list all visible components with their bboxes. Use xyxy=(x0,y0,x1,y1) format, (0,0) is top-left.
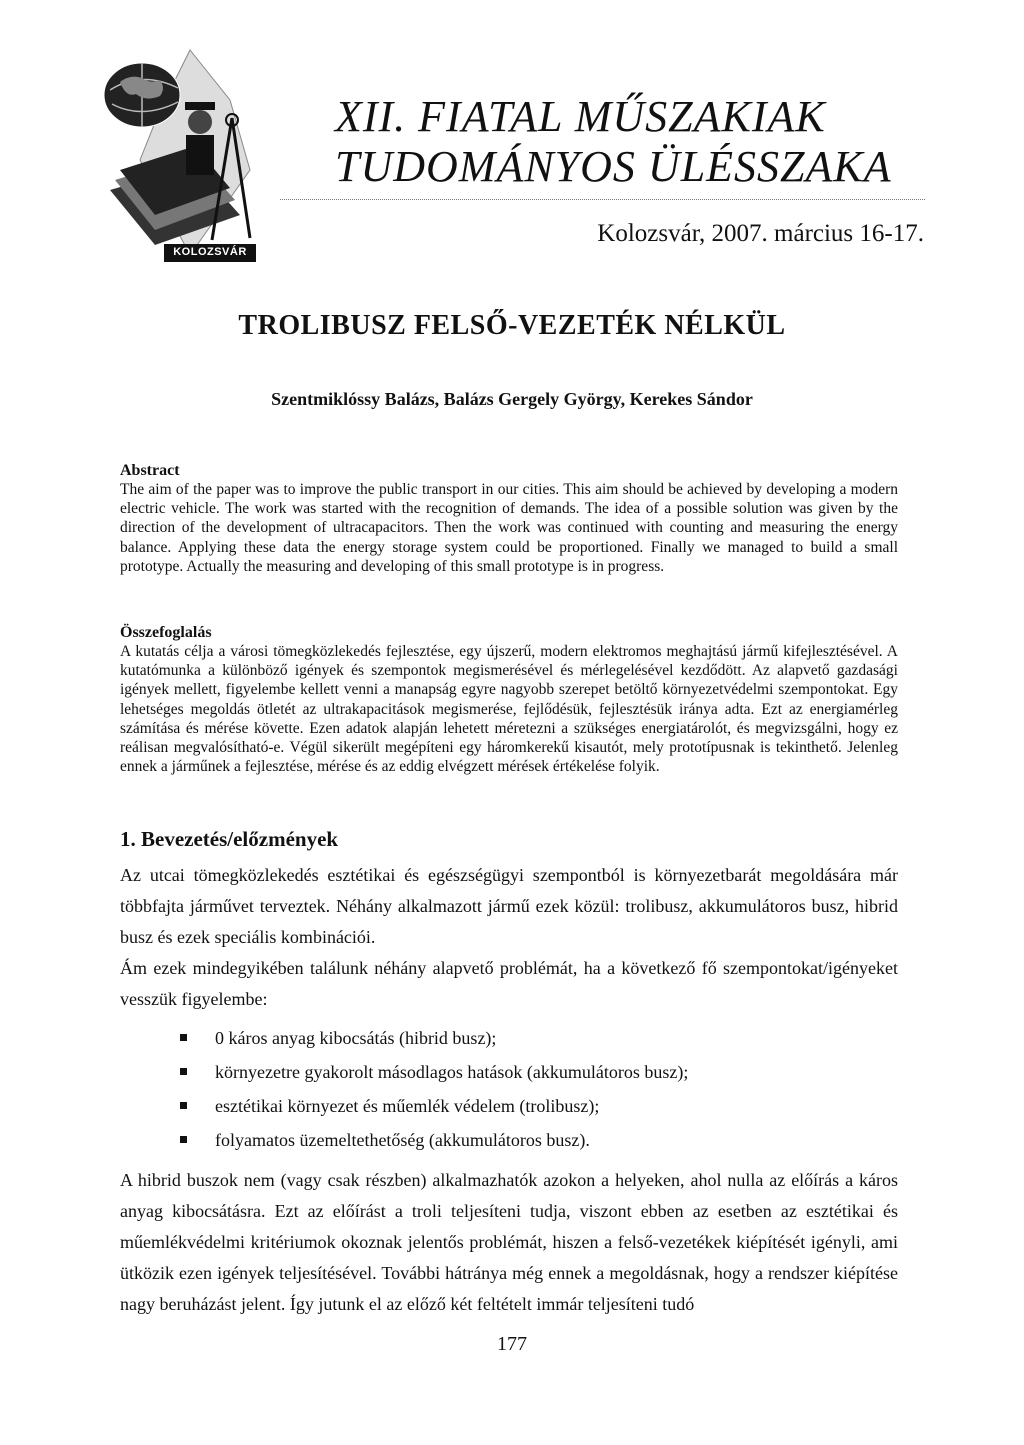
section-paragraph-3: A hibrid buszok nem (vagy csak részben) alkalmazhatók azokon a helyeken, ahol nulla az előírás a káros anyag kibocsátásra. Ezt az előírást a troli teljesíteni tudja, viszont ebben az esetben az esztétikai és műemlékvédelmi kritériumok okoznak jelentős problémát, hiszen a felső-vezetékek kiépítését igényli, ami ütközik ezen igények teljesítésével. További hátránya még ennek a megoldásnak, hogy a rendszer kiépítése nagy beruházást jelent. Így jutunk el az előző két feltételt immár teljesíteni tudó xyxy=(120,1170,898,1314)
conference-place-date: Kolozsvár, 2007. március 16-17. xyxy=(597,220,924,247)
summary-heading: Összefoglalás xyxy=(120,624,212,641)
list-item: környezetre gyakorolt másodlagos hatások (akkumulátoros busz); xyxy=(180,1055,898,1089)
globe-compass-logo-icon xyxy=(100,40,280,265)
abstract-heading: Abstract xyxy=(120,462,180,479)
conference-title-line1: XII. FIATAL MŰSZAKIAK xyxy=(335,92,826,141)
section-paragraph-1: Az utcai tömegközlekedés esztétikai és egészségügyi szempontból is környezetbarát megoldására már többfajta járművet terveztek. Néhány alkalmazott jármű ezek közül: trolibusz, akkumulátoros busz, hibrid busz és ezek speciális kombinációi. xyxy=(120,865,898,947)
header-divider xyxy=(280,199,925,200)
section-heading: 1. Bevezetés/előzmények xyxy=(120,827,339,851)
section-body xyxy=(120,860,898,1320)
abstract-text: The aim of the paper was to improve the public transport in our cities. This aim should be achieved by developing a modern electric vehicle. The work was started with the recognition of demands. The idea of a possible solution was given by the direction of the development of ultracapacitors. Then the work was continued with counting and measuring the energy balance. Applying these data the energy storage system could be proportioned. Finally we managed to build a small prototype. Actually the measuring and developing of this small prototype is in progress. xyxy=(120,481,898,575)
paper-title: TROLIBUSZ FELSŐ-VEZETÉK NÉLKÜL xyxy=(238,310,786,341)
paper-authors: Szentmiklóssy Balázs, Balázs Gergely György, Kerekes Sándor xyxy=(271,389,753,409)
list-item: 0 káros anyag kibocsátás (hibrid busz); xyxy=(180,1021,898,1055)
section-paragraph-2: Ám ezek mindegyikében találunk néhány alapvető problémát, ha a következő fő szempontokat/igényeket vesszük figyelembe: xyxy=(120,958,898,1009)
list-item: esztétikai környezet és műemlék védelem (trolibusz); xyxy=(180,1089,898,1123)
requirements-list xyxy=(180,1021,898,1157)
logo-label: KOLOZSVÁR xyxy=(173,246,247,258)
abstract-section xyxy=(120,462,898,576)
conference-logo xyxy=(100,40,280,265)
summary-text: A kutatás célja a városi tömegközlekedés fejlesztése, egy újszerű, modern elektromos meghajtású jármű kifejlesztésével. A kutatómunka a különböző igények és szempontok megismerésével és mérlegelésével kezdődött. Az alapvető gazdasági igények mellett, figyelembe kellett venni a manapság egyre nagyobb szerepet betöltő környezetvédelmi szempontokat. Egy lehetséges megoldás ötletét az ultrakapacitások megismerése, fejlődésük, fejlesztésük iránya adta. Ezt az energiamérleg számítása és mérése követte. Ezen adatok alapján lehetett méretezni a szükséges energiatárolót, és megvizsgálni, hogy ez reálisan megvalósítható-e. Végül sikerült megépíteni egy háromkerekű kisautót, mely prototípusnak is tekinthető. Jelenleg ennek a járműnek a fejlesztése, mérése és az eddig elvégzett mérések értékelése folyik. xyxy=(120,643,898,776)
list-item: folyamatos üzemeltethetőség (akkumulátoros busz). xyxy=(180,1123,898,1157)
page-number: 177 xyxy=(497,1333,527,1355)
summary-section xyxy=(120,624,898,776)
conference-title-line2: TUDOMÁNYOS ÜLÉSSZAKA xyxy=(335,142,892,191)
